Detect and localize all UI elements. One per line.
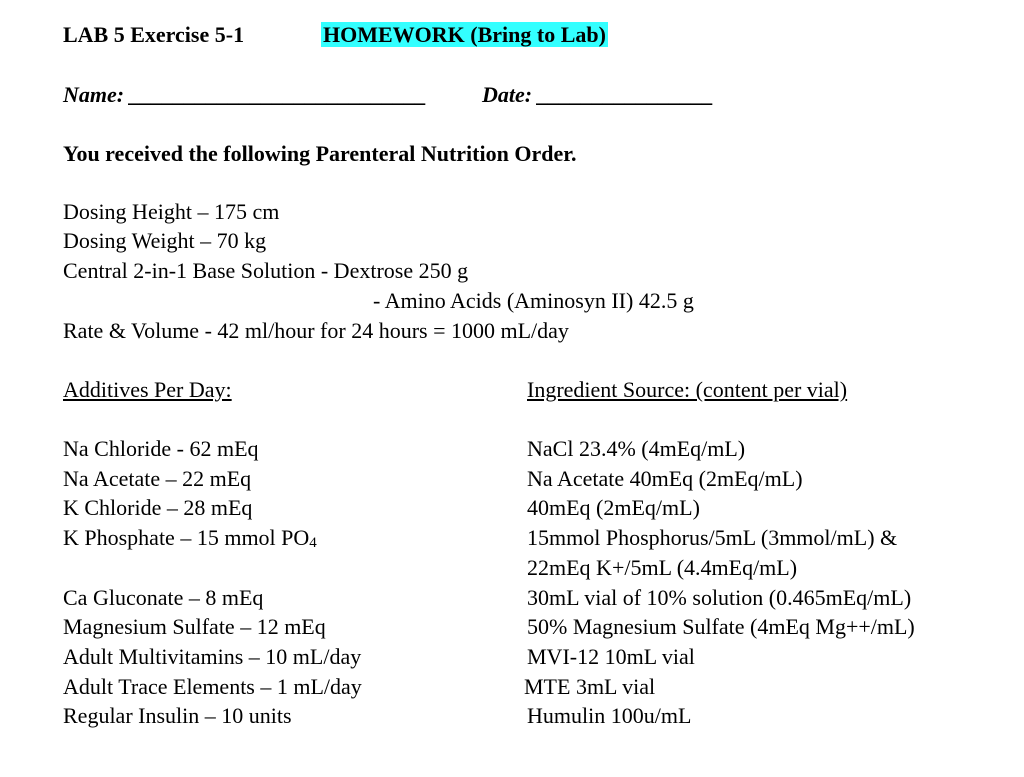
source-mvi: MVI-12 10mL vial [527, 644, 695, 669]
rate-volume: Rate & Volume - 42 ml/hour for 24 hours = 1000 mL/day [63, 318, 569, 343]
base-solution: Central 2-in-1 Base Solution - Dextrose 250 g [63, 258, 469, 283]
lab-title: LAB 5 Exercise 5-1 [63, 22, 245, 47]
additive-k-chloride: K Chloride – 28 mEq [63, 495, 253, 520]
homework-badge [321, 22, 608, 48]
dosing-height: Dosing Height – 175 cm [63, 199, 280, 224]
source-nacl: NaCl 23.4% (4mEq/mL) [527, 436, 746, 461]
instruction-heading: You received the following Parenteral Nutrition Order. [63, 141, 577, 166]
amino-acids: - Amino Acids (Aminosyn II) 42.5 g [373, 288, 694, 313]
date-field-label: Date: ________________ [482, 82, 714, 107]
additive-k-phosphate [63, 525, 317, 556]
additive-ca-gluconate: Ca Gluconate – 8 mEq [63, 585, 264, 610]
phosphate-subscript: 4 [309, 535, 317, 551]
additives-header: Additives Per Day: [63, 377, 232, 402]
source-na-acetate: Na Acetate 40mEq (2mEq/mL) [527, 466, 803, 491]
homework-badge-text: HOMEWORK (Bring to Lab) [323, 22, 606, 47]
additive-multivitamins: Adult Multivitamins – 10 mL/day [63, 644, 362, 669]
source-mte: MTE 3mL vial [524, 674, 656, 699]
source-ca-gluconate: 30mL vial of 10% solution (0.465mEq/mL) [527, 585, 912, 610]
additive-na-chloride: Na Chloride - 62 mEq [63, 436, 259, 461]
additive-na-acetate: Na Acetate – 22 mEq [63, 466, 252, 491]
source-header: Ingredient Source: (content per vial) [527, 377, 848, 402]
source-k-chloride: 40mEq (2mEq/mL) [527, 495, 700, 520]
additive-magnesium-sulfate: Magnesium Sulfate – 12 mEq [63, 614, 326, 639]
source-potassium: 22mEq K+/5mL (4.4mEq/mL) [527, 555, 798, 580]
source-magnesium: 50% Magnesium Sulfate (4mEq Mg++/mL) [527, 614, 915, 639]
source-humulin: Humulin 100u/mL [527, 703, 692, 728]
additive-insulin: Regular Insulin – 10 units [63, 703, 292, 728]
name-field-label: Name: ___________________________ [63, 82, 427, 107]
additive-k-phosphate-text: K Phosphate – 15 mmol PO [63, 525, 310, 550]
source-phosphorus: 15mmol Phosphorus/5mL (3mmol/mL) & [527, 525, 898, 550]
dosing-weight: Dosing Weight – 70 kg [63, 228, 267, 253]
additive-trace-elements: Adult Trace Elements – 1 mL/day [63, 674, 362, 699]
